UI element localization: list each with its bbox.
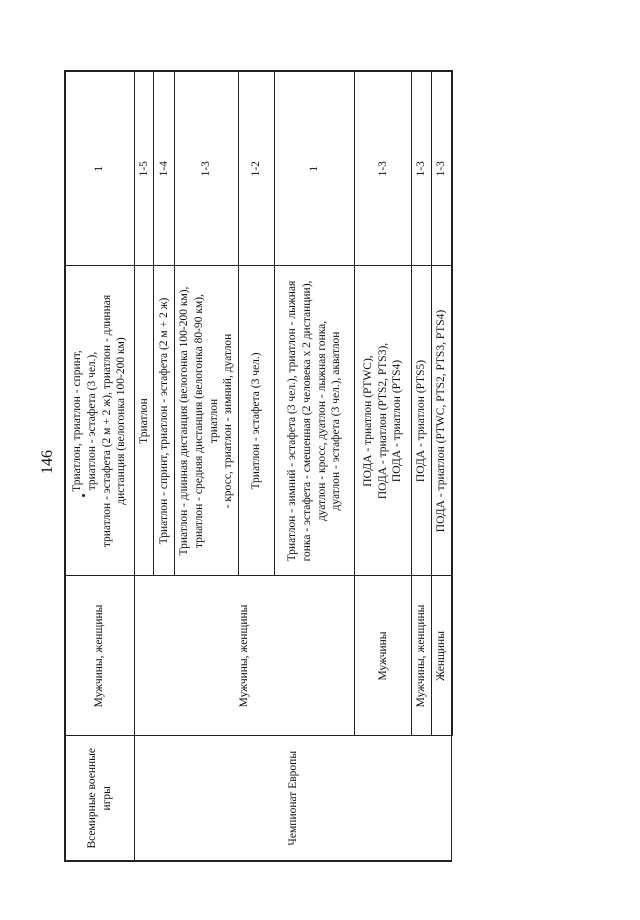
discipline-cell: Триатлон - длинная дистанция (велогонка 100-200 км), триатлон - средняя дистанция (велогонка 80-90 км), триатлон - кросс, триатлон - зимний, дуатлон <box>175 266 239 576</box>
table-row <box>65 71 134 861</box>
gender-cell: Мужчины, женщины <box>412 576 432 736</box>
gender-cell: Женщины <box>432 576 452 736</box>
value-cell: 1-4 <box>154 71 175 266</box>
value-cell: 1-3 <box>355 71 412 266</box>
gender-cell: Мужчины, женщины <box>65 576 134 736</box>
value-cell: 1-3 <box>175 71 239 266</box>
page-number: 146 <box>39 450 56 474</box>
gender-cell: Мужчины, женщины <box>134 576 355 736</box>
discipline-cell: ПОДА - триатлон (PTS5) <box>412 266 432 576</box>
rotated-table-container <box>64 72 448 862</box>
discipline-cell: Триатлон <box>134 266 154 576</box>
discipline-cell: Триатлон - спринт, триатлон - эстафета (2 м + 2 ж) <box>154 266 175 576</box>
value-cell: 1-2 <box>239 71 275 266</box>
event-cell: Чемпионат Европы <box>134 736 452 861</box>
gender-cell: Мужчины <box>355 576 412 736</box>
discipline-cell: ПОДА - триатлон (PTWC, PTS2, PTS3, PTS4) <box>432 266 452 576</box>
discipline-cell: Триатлон - эстафета (3 чел.) <box>239 266 275 576</box>
discipline-cell: Триатлон - зимний - эстафета (3 чел.), триатлон - лыжная гонка - эстафета - смешенная (2 человека х 2 дистанции), дуатлон - кросс, дуатлон - лыжная гонка, дуатлон - эстафета (3 чел.), акватлон <box>275 266 355 576</box>
value-cell: 1 <box>65 71 134 266</box>
sports-table <box>64 70 453 862</box>
value-cell: 1-3 <box>432 71 452 266</box>
value-cell: 1-5 <box>134 71 154 266</box>
event-cell: Всемирные военные игры <box>65 736 134 861</box>
value-cell: 1 <box>275 71 355 266</box>
table-row <box>134 71 154 861</box>
discipline-cell: Триатлон, триатлон - спринт, триатлон - эстафета (3 чел.), триатлон - эстафета (2 м + 2 ж), триатлон - длинная дистанция (велогонка 100-200 км) <box>65 266 134 576</box>
discipline-cell: ПОДА - триатлон (PTWC), ПОДА - триатлон (PTS2, PTS3), ПОДА - триатлон (PTS4) <box>355 266 412 576</box>
value-cell: 1-3 <box>412 71 432 266</box>
